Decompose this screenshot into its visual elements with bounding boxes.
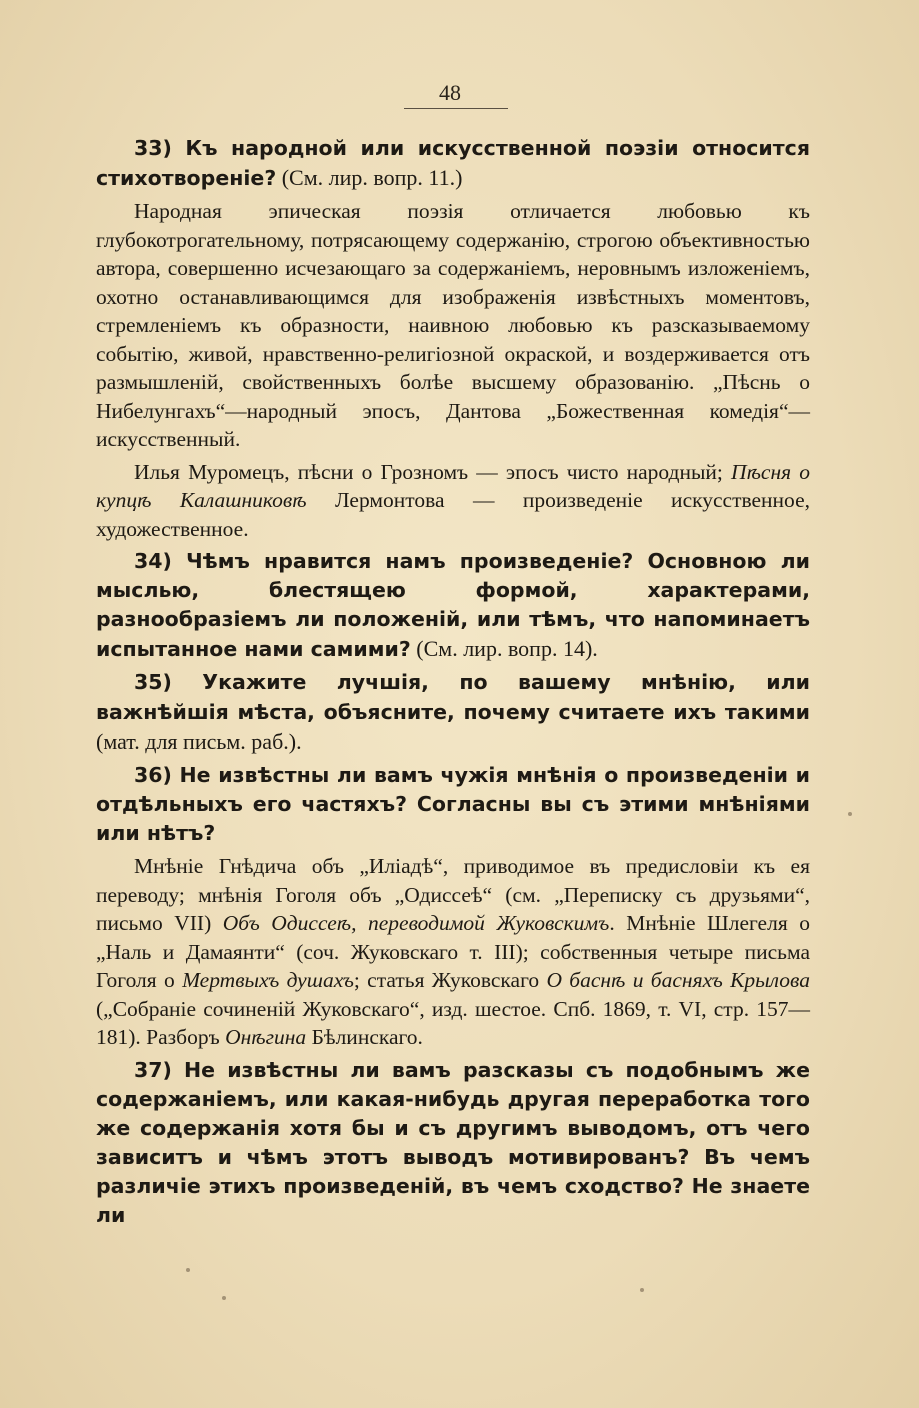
- answer-33-paragraph-2: [96, 458, 810, 544]
- question-35-text: 35) Укажите лучшія, по вашему мнѣнію, или важнѣйшія мѣста, объясните, почему считаете ихъ такими: [96, 670, 810, 724]
- answer-36-i1: Объ Одиссеѣ, переводимой Жуковскимъ: [222, 911, 610, 935]
- answer-33-p2-end: Лермонтова — произведеніе искусственное, художественное.: [96, 488, 810, 541]
- answer-36-t4: („Собраніе сочиненій Жуковскаго“, изд. шестое. Спб. 1869, т. VI, стр. 157—181). Разборъ: [96, 996, 810, 1049]
- paper-speck: [848, 812, 852, 816]
- question-37-text: 37) Не извѣстны ли вамъ разсказы съ подобнымъ же содержаніемъ, или какая-нибудь другая переработка того же содержанія хотя бы и съ другимъ выводомъ, отъ чего зависитъ и чѣмъ этотъ выводъ мотивированъ? Въ чемъ различіе этихъ произведеній, въ чемъ сходство? Не знаете ли: [96, 1057, 810, 1227]
- question-34-text: 34) Чѣмъ нравится намъ произведеніе? Основною ли мыслью, блестящею формой, характерами, разнообразіемъ ли положеній, или тѣмъ, что напоминаетъ испытанное нами самими?: [96, 549, 810, 661]
- answer-36-t2: . Мнѣніе Шлегеля о „Наль и Дамаянти“ (соч. Жуковскаго т. III); собственныя четыре письма Гоголя о: [96, 911, 810, 992]
- answer-33-paragraph-1: Народная эпическая поэзія отличается любовью къ глубокотрогательному, потрясающему содержанію, строгою объективностью автора, совершенно исчезающаго за содержаніемъ, неровнымъ изложеніемъ, охотно останавливающимся для изображенія извѣстныхъ моментовъ, стремленіемъ къ образности, наивною любовью къ разсказываемому событію, живой, нравственно-религіозной окраской, и воздерживается отъ размышленій, свойственныхъ болѣе высшему образованію. „Пѣснь о Нибелунгахъ“—народный эпосъ, Дантова „Божественная комедія“—искусственный.: [96, 199, 810, 451]
- answer-33-p2-title: Пѣсня о купцѣ Калашниковѣ: [96, 459, 810, 512]
- question-33-ref: (См. лир. вопр. 11.): [276, 165, 463, 190]
- answer-36-i2: Мертвыхъ душахъ: [182, 968, 354, 992]
- page-body: [96, 134, 810, 1234]
- question-34-ref: (См. лир. вопр. 14).: [410, 636, 598, 661]
- answer-36-t5: Бѣлинскаго.: [306, 1025, 423, 1049]
- answer-36-i3: О баснѣ и басняхъ Крылова: [546, 968, 810, 992]
- header-rule: [404, 108, 508, 109]
- answer-36: [96, 852, 810, 1052]
- question-36-text: 36) Не извѣстны ли вамъ чужія мнѣнія о произведеніи и отдѣльныхъ его частяхъ? Согласны вы съ этими мнѣніями или нѣтъ?: [96, 763, 810, 845]
- paper-speck: [640, 1288, 644, 1292]
- question-37: [96, 1056, 810, 1230]
- paper-speck: [186, 1268, 190, 1272]
- question-33-text: 33) Къ народной или искусственной поэзіи относится стихотвореніе?: [96, 136, 810, 190]
- question-35: [96, 668, 810, 757]
- question-33: [96, 134, 810, 193]
- answer-36-t1: Мнѣніе Гнѣдича объ „Иліадѣ“, приводимое въ предисловіи къ ея переводу; мнѣнія Гоголя объ „Одиссеѣ“ (см. „Переписку съ друзьями“, письмо VII): [96, 854, 810, 935]
- question-36: [96, 761, 810, 848]
- answer-33-p2-start: Илья Муромецъ, пѣсни о Грозномъ — эпосъ чисто народный;: [134, 459, 732, 484]
- answer-36-t3: ; статья Жуковскаго: [353, 968, 547, 992]
- question-35-ref: (мат. для письм. раб.).: [96, 729, 302, 754]
- page-number: 48: [439, 80, 461, 105]
- answer-36-i4: Онѣгина: [225, 1025, 307, 1049]
- paper-speck: [222, 1296, 226, 1300]
- question-34: [96, 547, 810, 664]
